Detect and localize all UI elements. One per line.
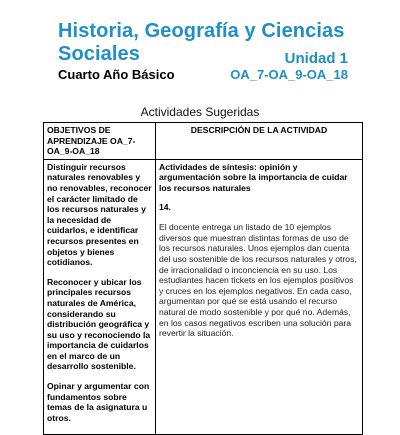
table-row	[44, 159, 363, 435]
objective-item: Opinar y argumentar con fundamentos sobre temas de la asignatura u otros.	[47, 381, 150, 423]
section-heading: Actividades Sugeridas	[140, 105, 260, 119]
activity-cell	[156, 159, 363, 435]
activity-number: 14.	[159, 201, 171, 212]
document-title: Historia, Geografía y Ciencias Sociales	[58, 20, 345, 65]
activity-description: El docente entrega un listado de 10 ejemplos diversos que muestran distintas formas de uso de los recursos naturales. Unos ejemplos dan cuenta del uso sostenible de los recursos naturales y otros, de irracionalidad o inconciencia en su uso. Los estudiantes hacen tickets en los ejemplos positivos y cruces en los ejemplos negativos. En cada caso, argumentan por qué se está usando el recurso natural de modo sostenible y por qué no. Además, en los casos negativos escriben una solución para revertir la situación.	[159, 222, 357, 339]
activity-title: Actividades de síntesis: opinión y argumentación sobre la importancia de cuidar los recursos naturales	[159, 161, 348, 193]
unit-label: Unidad 1	[284, 50, 348, 67]
grade-label: Cuarto Año Básico	[58, 67, 175, 82]
objectives-header: OBJETIVOS DE APRENDIZAJE OA_7-OA_9-OA_18	[44, 123, 156, 160]
objective-item: Distinguir recursos naturales renovables y no renovables, reconocer el carácter limitado de los recursos naturales y la necesidad de cuidarlos, e identificar recursos presentes en objetos y bienes cotidianos.	[47, 161, 152, 268]
table-header-row	[44, 123, 363, 160]
activities-table	[43, 122, 363, 435]
objective-codes: OA_7-OA_9-OA_18	[230, 67, 348, 82]
objective-item: Reconocer y ubicar los principales recursos naturales de América, considerando su distribución geográfica y su uso y reconociendo la importancia de cuidarlos en el marco de un desarrollo sostenible.	[47, 276, 151, 372]
objectives-cell	[44, 159, 156, 435]
description-header: DESCRIPCIÓN DE LA ACTIVIDAD	[156, 123, 363, 160]
